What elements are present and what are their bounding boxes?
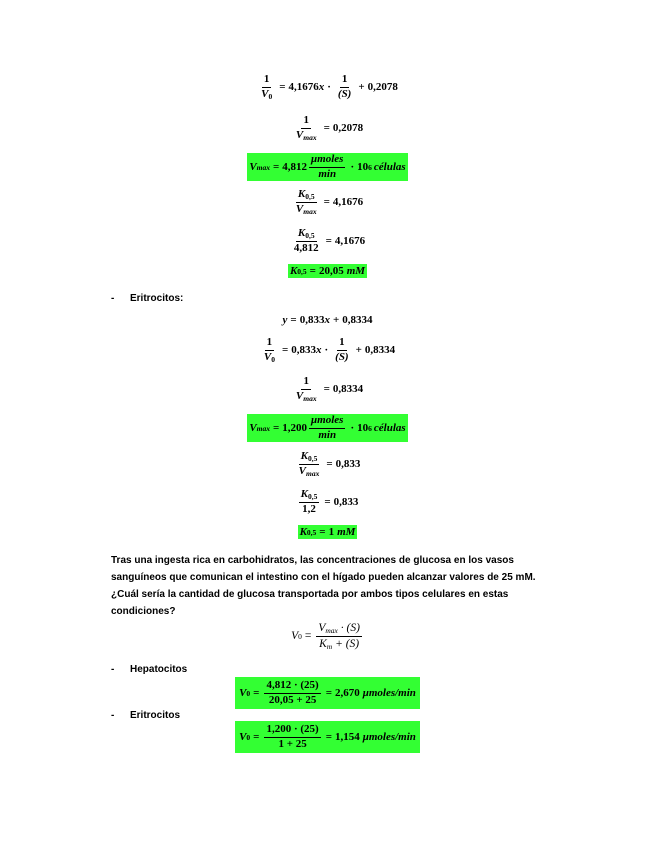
hep-eq-k-result: K 0,5 = 20,05 mM	[289, 265, 366, 277]
eri-eq-vmax-result: V max = 1,200 $\frac{\text{μmoles}}{\min}$ · 10 6 células	[249, 414, 406, 441]
eritrocitos-heading: Eritrocitos:	[130, 293, 184, 304]
eritrocitos-result-bullet: -	[111, 710, 115, 721]
eri-eq-linear: y = 0,833 x + 0,8334	[282, 314, 373, 326]
hep-eq-lineweaver: $\frac{1}{V_0}$ = 4,1676 x · $\frac{1}{(S)}$ + 0,2078	[261, 73, 398, 101]
hep-eq-k-substituted: $\frac{K_{0,5}}{4,812}$ = 4,1676	[293, 227, 366, 254]
question-paragraph: Tras una ingesta rica en carbohidratos, las concentraciones de glucosa en los vasos sanguíneos que comunican el intestino con el hígado pueden alcanzar valores de 25 mM. ¿Cuál sería la cantidad de glucosa transportada por ambos tipos celulares en estas condiciones?	[111, 555, 536, 617]
hepatocitos-bullet: -	[111, 664, 115, 675]
eri-eq-inverse-vmax: $\frac{1}{V_{max}}$ = 0,8334	[295, 375, 364, 403]
eri-eq-k-substituted: $\frac{K_{0,5}}{1,2}$ = 0,833	[300, 488, 359, 515]
hepatocitos-heading: Hepatocitos	[130, 664, 188, 675]
hep-eq-inverse-vmax: $\frac{1}{V_{max}}$ = 0,2078	[295, 114, 364, 142]
hep-eq-vmax-result: V max = 4,812 $\frac{\text{μmoles}}{\min}$ · 10 6 células	[249, 153, 406, 180]
hep-result-equation: V 0 = $\frac{4,812 \cdot (25)}{20,05 + 25}$ = 2,670 μmoles/min	[0, 677, 655, 709]
hep-eq-k-over-vmax: $\frac{K_{0,5}}{V_{max}}$ = 4,1676	[295, 188, 364, 216]
eritrocitos-bullet: -	[111, 293, 115, 304]
eri-eq-lineweaver: $\frac{1}{V_0}$ = 0,833 x · $\frac{1}{(S)}$ + 0,8334	[263, 336, 396, 364]
michaelis-menten-equation: V 0 = $\frac{V_{max} \cdot (S)}{K_m + (S)}$	[291, 622, 360, 651]
eritrocitos-result-heading: Eritrocitos	[130, 710, 181, 721]
eri-result-equation: V 0 = $\frac{1,200 \cdot (25)}{1 + 25}$ = 1,154 μmoles/min	[0, 721, 655, 753]
eri-eq-k-result: K 0,5 = 1 mM	[299, 526, 356, 538]
eri-eq-k-over-vmax: $\frac{K_{0,5}}{V_{max}}$ = 0,833	[298, 450, 361, 478]
